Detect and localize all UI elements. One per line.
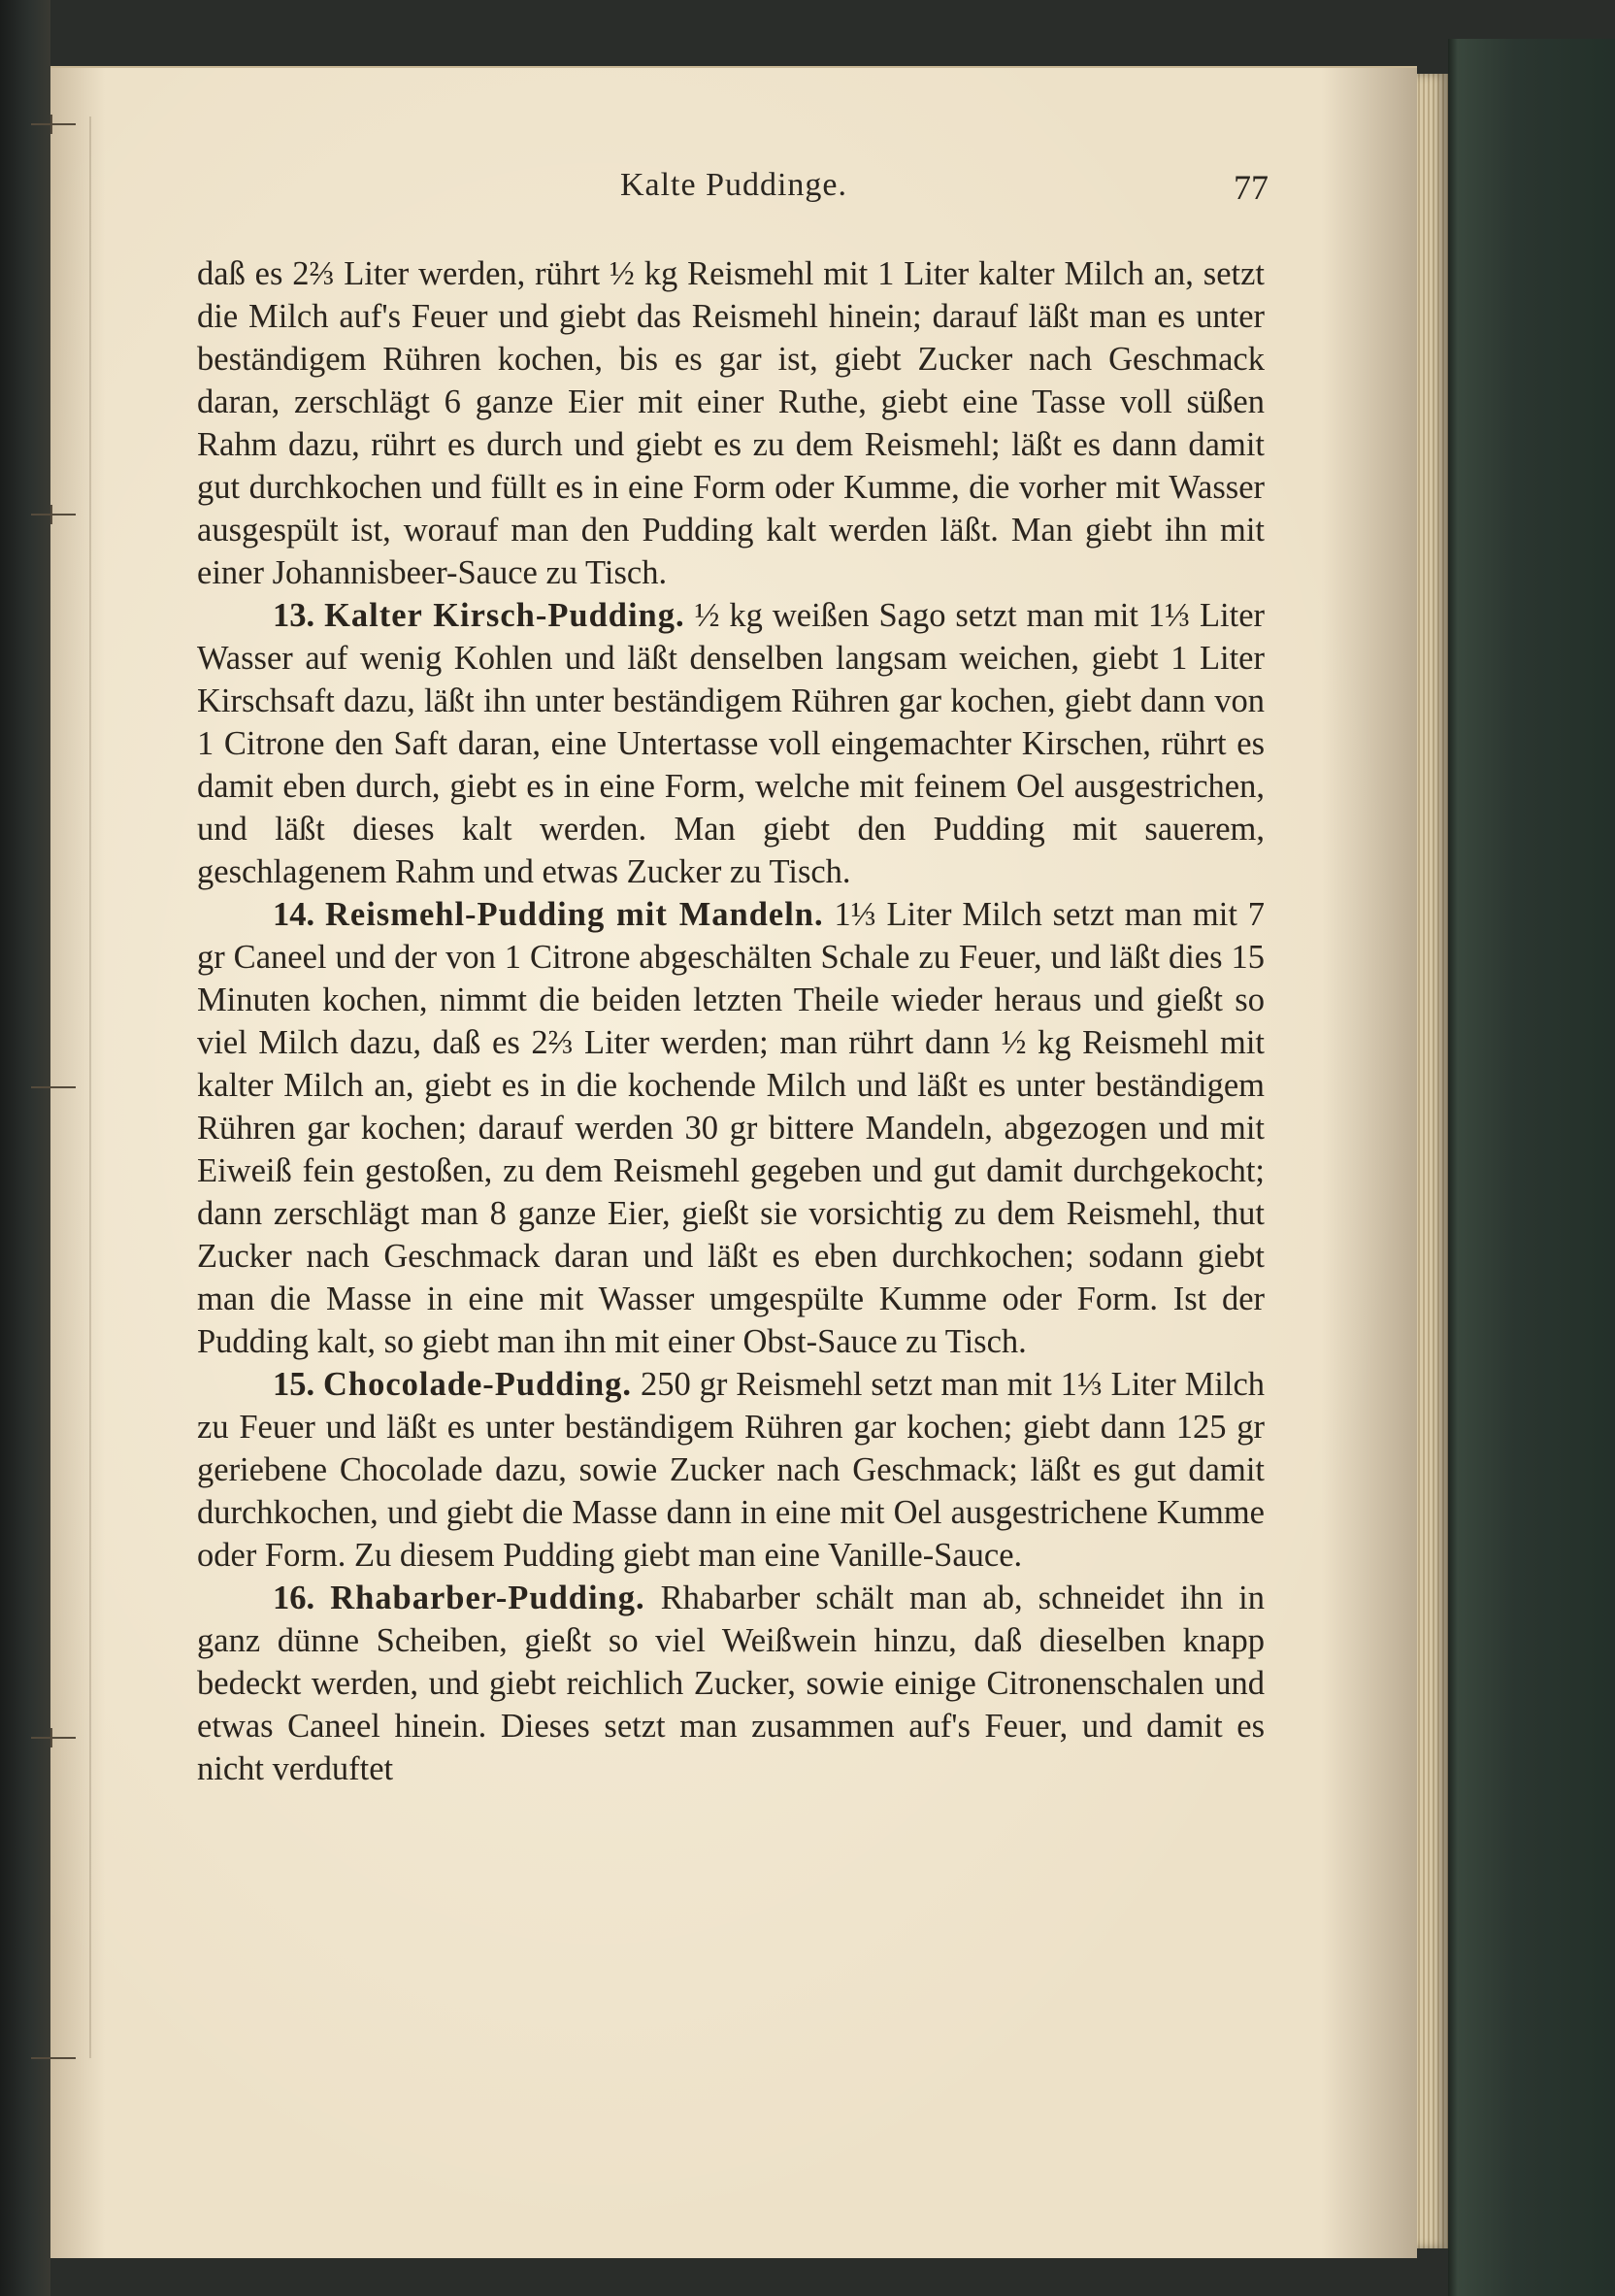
page-body: [197, 252, 1265, 1790]
continuation-paragraph: daß es 2⅔ Liter werden, rührt ½ kg Reismehl mit 1 Liter kalter Milch an, setzt die Milch auf's Feuer und giebt das Reismehl hinein; darauf läßt man es unter beständigem Rühren kochen, bis es gar ist, giebt Zucker nach Geschmack daran, zerschlägt 6 ganze Eier mit einer Ruthe, giebt eine Tasse voll süßen Rahm dazu, rührt es durch und giebt es zu dem Reismehl; läßt es dann damit gut durchkochen und füllt es in eine Form oder Kumme, die vorher mit Wasser ausgespült ist, worauf man den Pudding kalt werden läßt. Man giebt ihn mit einer Johannisbeer-Sauce zu Tisch.: [197, 255, 1265, 591]
left-board: [0, 0, 50, 2296]
recipe-text: 1⅓ Liter Milch setzt man mit 7 gr Caneel und der von 1 Citrone abgeschälten Schale zu Feuer, und läßt dies 15 Minuten kochen, nimmt die beiden letzten Theile wieder heraus und gießt so viel Milch dazu, daß es 2⅔ Liter werden; man rührt dann ½ kg Reismehl mit kalter Milch an, giebt es in die kochende Milch und läßt es unter beständigem Rühren gar kochen; darauf werden 30 gr bittere Mandeln, abgezogen und mit Eiweiß fein gestoßen, zu dem Reismehl gegeben und gut damit durchgekocht; dann zerschlägt man 8 ganze Eier, gießt sie vorsichtig zu dem Reismehl, thut Zucker nach Geschmack daran und läßt es eben durchkochen; sodann giebt man die Masse in eine mit Wasser umgespülte Kumme oder Form. Ist der Pudding kalt, so giebt man ihn mit einer Obst-Sauce zu Tisch.: [197, 896, 1266, 1360]
recipe-text: 250 gr Reismehl setzt man mit 1⅓ Liter Milch zu Feuer und läßt es unter beständigem Rühren gar kochen; giebt dann 125 gr geriebene Chocolade dazu, sowie Zucker nach Geschmack; läßt es gut damit durchkochen, und giebt die Masse dann in eine mit Oel ausgestrichene Kumme oder Form. Zu diesem Pudding giebt man eine Vanille-Sauce.: [197, 1366, 1266, 1574]
recipe-number: 15.: [273, 1366, 315, 1403]
page-header: [199, 167, 1269, 216]
recipe-15: [197, 1363, 1265, 1577]
margin-pin-mark: [31, 505, 76, 524]
recipe-number: 13.: [273, 597, 315, 634]
margin-line: [89, 116, 91, 2058]
recipe-title: Reismehl-Pudding mit Mandeln.: [324, 896, 824, 933]
page-number: 77: [1234, 168, 1269, 207]
margin-pin-mark: [31, 1728, 76, 1747]
recipe-text: Rhabarber schält man ab, schneidet ihn in ganz dünne Scheiben, gießt so viel Weißwein hinzu, daß dieselben knapp bedeckt werden, und giebt reichlich Zucker, sowie einige Citronenschalen und etwas Caneel hinein. Dieses setzt man zusammen auf's Feuer, und damit es nicht verduftet: [197, 1580, 1265, 1787]
margin-pin-mark: [31, 1078, 76, 1097]
recipe-title: Chocolade-Pudding.: [323, 1366, 633, 1403]
recipe-14: [197, 893, 1265, 1363]
recipe-text: ½ kg weißen Sago setzt man mit 1⅓ Liter Wasser auf wenig Kohlen und läßt denselben langsam weichen, giebt 1 Liter Kirschsaft dazu, läßt ihn unter beständigem Rühren gar kochen, giebt dann von 1 Citrone den Saft daran, eine Untertasse voll eingemachter Kirschen, rührt es damit eben durch, giebt es in eine Form, welche mit feinem Oel ausgestrichen, und läßt dieses kalt werden. Man giebt den Pudding mit sauerem, geschlagenem Rahm und etwas Zucker zu Tisch.: [197, 597, 1265, 890]
recipe-number: 16.: [273, 1580, 315, 1616]
running-title: Kalte Puddinge.: [619, 167, 848, 203]
recipe-16: [197, 1577, 1265, 1790]
book-cover: [1448, 39, 1615, 2296]
margin-pin-mark: [31, 115, 76, 134]
recipe-13: [197, 594, 1265, 893]
recipe-title: Kalter Kirsch-Pudding.: [324, 597, 685, 634]
recipe-number: 14.: [273, 896, 315, 933]
recipe-title: Rhabarber-Pudding.: [330, 1580, 645, 1616]
margin-pin-mark: [31, 2048, 76, 2068]
